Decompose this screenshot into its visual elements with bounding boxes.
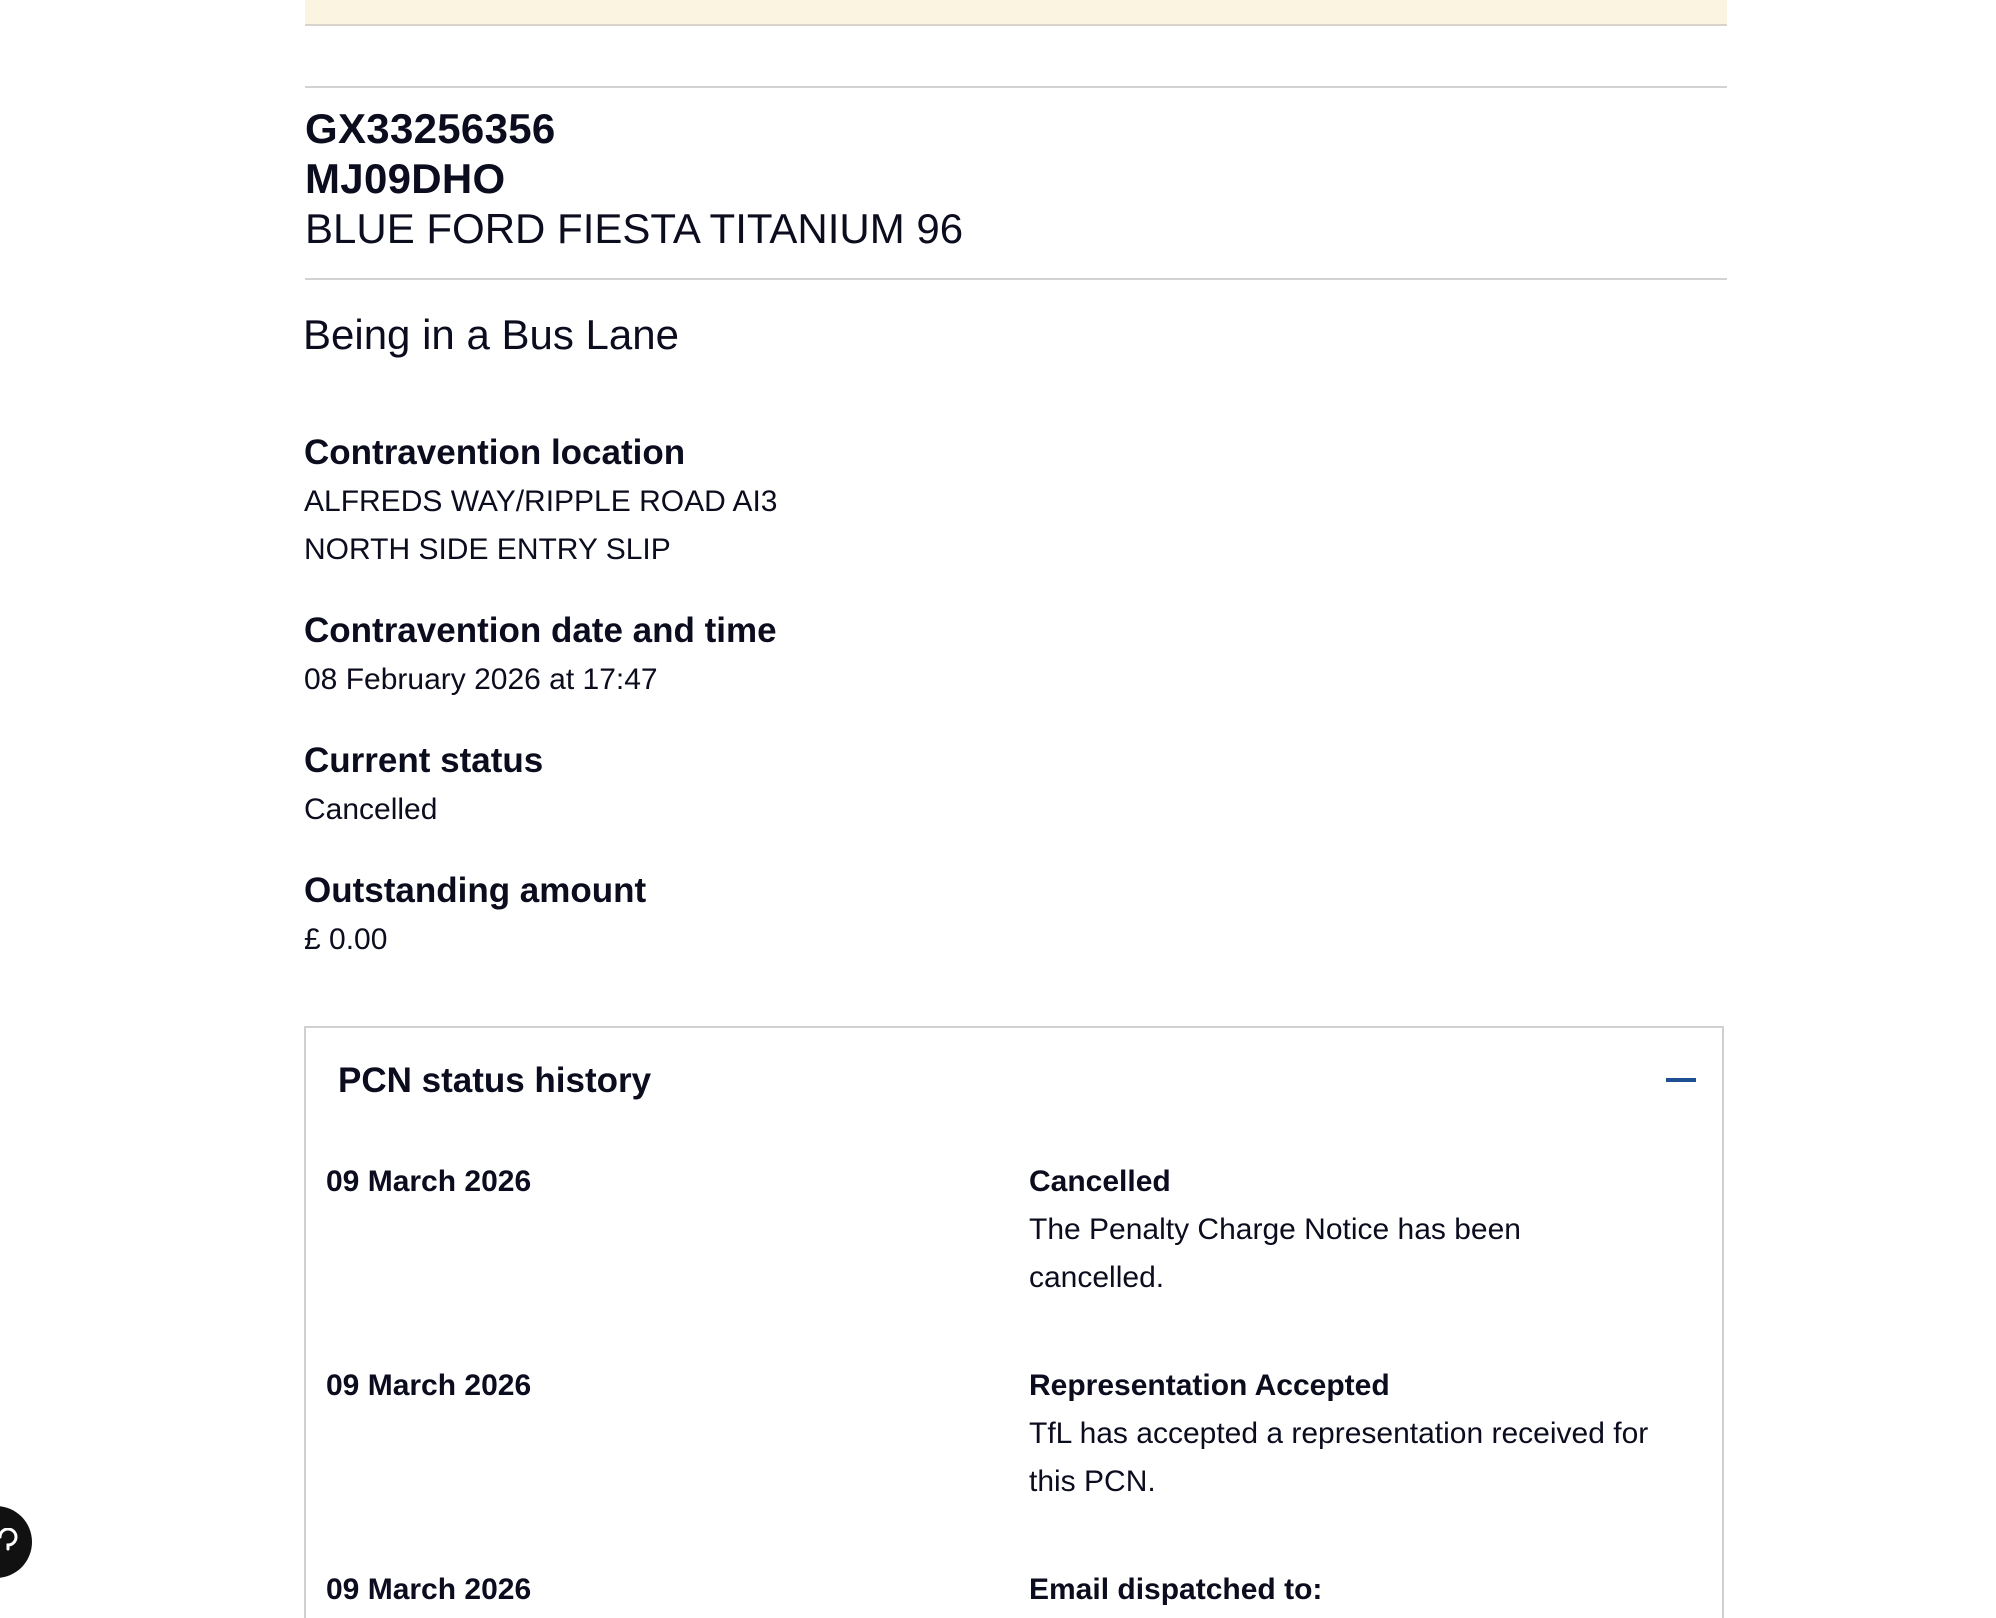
amount-value: £ 0.00	[304, 923, 388, 956]
outstanding-amount	[304, 866, 646, 964]
history-description: cancelled.	[1029, 1261, 1165, 1294]
contravention-title: Being in a Bus Lane	[303, 311, 679, 358]
detail-label: Contravention date and time	[304, 611, 777, 650]
current-status	[304, 736, 543, 834]
detail-label: Current status	[304, 741, 544, 780]
detail-value: ALFREDS WAY/RIPPLE ROAD AI3	[304, 485, 778, 518]
history-status: Email dispatched to:	[1029, 1573, 1323, 1606]
pcn-number: GX33256356	[305, 105, 556, 152]
minus-icon[interactable]	[1666, 1078, 1696, 1082]
history-body	[1029, 1158, 1709, 1302]
chat-icon	[0, 1528, 20, 1556]
detail-label: Outstanding amount	[304, 871, 647, 910]
history-date: 09 March 2026	[326, 1165, 532, 1198]
history-date: 09 March 2026	[326, 1369, 532, 1402]
history-description: The Penalty Charge Notice has been	[1029, 1213, 1521, 1246]
help-chat-button[interactable]	[0, 1506, 32, 1578]
detail-label: Contravention location	[304, 433, 686, 472]
contravention-datetime	[304, 606, 777, 704]
history-body	[1029, 1566, 1709, 1614]
detail-value: NORTH SIDE ENTRY SLIP	[304, 533, 671, 566]
contravention-location	[304, 428, 777, 574]
history-body	[1029, 1362, 1709, 1506]
detail-value: 08 February 2026 at 17:47	[304, 663, 658, 696]
vehicle-description: BLUE FORD FIESTA TITANIUM 96	[305, 205, 964, 252]
history-date: 09 March 2026	[326, 1573, 532, 1606]
history-status: Representation Accepted	[1029, 1369, 1390, 1402]
pcn-header	[305, 104, 963, 254]
status-badge: Cancelled	[304, 793, 438, 826]
divider	[305, 278, 1727, 280]
notification-banner	[305, 0, 1727, 26]
accordion-title[interactable]: PCN status history	[338, 1061, 652, 1100]
pcn-status-history-accordion	[304, 1026, 1724, 1618]
history-status: Cancelled	[1029, 1165, 1171, 1198]
history-description: this PCN.	[1029, 1465, 1156, 1498]
divider	[305, 86, 1727, 88]
history-description: TfL has accepted a representation received for	[1029, 1417, 1649, 1450]
vehicle-registration: MJ09DHO	[305, 155, 506, 202]
